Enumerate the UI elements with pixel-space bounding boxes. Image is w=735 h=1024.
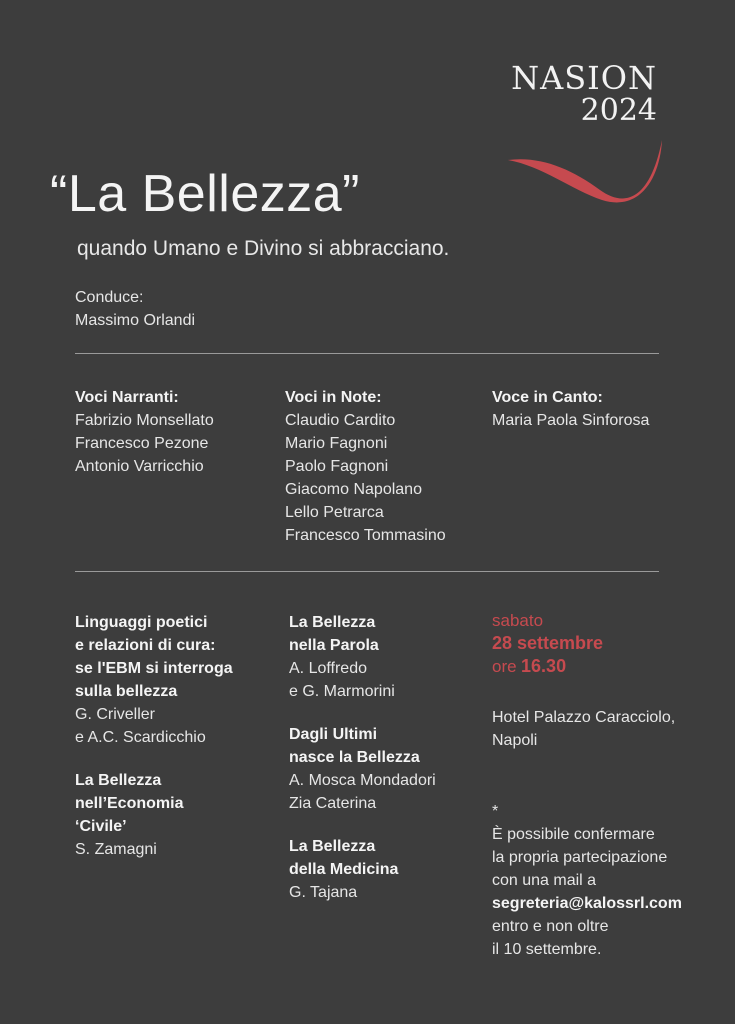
talk-title: nasce la Bellezza: [289, 749, 420, 766]
list-item: Claudio Cardito: [285, 412, 396, 429]
event-venue: [492, 706, 675, 752]
page-title: “La Bellezza”: [50, 165, 360, 223]
voce-in-canto-heading: Voce in Canto:: [492, 389, 603, 406]
note-line: con una mail a: [492, 872, 597, 889]
talk-author: e G. Marmorini: [289, 683, 395, 700]
list-item: Fabrizio Monsellato: [75, 412, 214, 429]
voce-in-canto: [492, 386, 649, 432]
talks-left: [75, 611, 233, 881]
brand-year: 2024: [580, 93, 657, 128]
swoosh-icon: [500, 138, 670, 218]
event-day: sabato: [492, 611, 544, 630]
list-item: Lello Petrarca: [285, 504, 384, 521]
talk-title: nell’Economia: [75, 795, 184, 812]
brand-name: NASION: [511, 59, 657, 97]
talk-item: [75, 769, 233, 861]
talk-author: S. Zamagni: [75, 841, 157, 858]
talk-author: G. Criveller: [75, 706, 156, 723]
talk-item: [289, 723, 436, 815]
talk-item: [289, 835, 436, 904]
talk-item: [75, 611, 233, 749]
brand-logo: [511, 59, 657, 128]
conduce-label: Conduce:: [75, 289, 144, 306]
voci-narranti: [75, 386, 214, 478]
divider: [75, 353, 659, 354]
talks-mid: [289, 611, 436, 924]
talk-title: La Bellezza: [289, 838, 376, 855]
list-item: Francesco Pezone: [75, 435, 209, 452]
note-line: È possibile confermare: [492, 826, 655, 843]
talk-title: della Medicina: [289, 861, 399, 878]
list-item: Maria Paola Sinforosa: [492, 412, 650, 429]
event-info: [492, 609, 603, 679]
event-time: [492, 655, 603, 679]
list-item: Francesco Tommasino: [285, 527, 446, 544]
note-line: entro e non oltre: [492, 918, 609, 935]
talk-title: ‘Civile’: [75, 818, 127, 835]
talk-author: Zia Caterina: [289, 795, 377, 812]
divider: [75, 571, 659, 572]
talk-title: e relazioni di cura:: [75, 637, 216, 654]
talk-author: A. Loffredo: [289, 660, 367, 677]
talk-title: nella Parola: [289, 637, 379, 654]
conduce-name: Massimo Orlandi: [75, 312, 196, 329]
talk-title: Linguaggi poetici: [75, 614, 208, 631]
note-line: il 10 settembre.: [492, 941, 602, 958]
venue-line: Hotel Palazzo Caracciolo,: [492, 709, 676, 726]
talk-title: sulla bellezza: [75, 683, 178, 700]
conduce-block: [75, 286, 195, 332]
list-item: Mario Fagnoni: [285, 435, 388, 452]
list-item: Paolo Fagnoni: [285, 458, 389, 475]
talk-author: G. Tajana: [289, 884, 358, 901]
note-line: la propria partecipazione: [492, 849, 668, 866]
venue-line: Napoli: [492, 732, 538, 749]
talk-title: Dagli Ultimi: [289, 726, 378, 743]
list-item: Antonio Varricchio: [75, 458, 204, 475]
event-date: 28 settembre: [492, 633, 604, 653]
voci-in-note: [285, 386, 446, 547]
talk-author: A. Mosca Mondadori: [289, 772, 436, 789]
voci-in-note-heading: Voci in Note:: [285, 389, 382, 406]
event-time-label: ore: [492, 657, 517, 676]
list-item: Giacomo Napolano: [285, 481, 422, 498]
voci-narranti-heading: Voci Narranti:: [75, 389, 179, 406]
talk-item: [289, 611, 436, 703]
talk-title: La Bellezza: [75, 772, 162, 789]
email-link[interactable]: segreteria@kalossrl.com: [492, 895, 682, 912]
rsvp-note: [492, 800, 682, 961]
event-time-value: 16.30: [521, 656, 567, 676]
talk-title: se l'EBM si interroga: [75, 660, 233, 677]
talk-title: La Bellezza: [289, 614, 376, 631]
page-subtitle: quando Umano e Divino si abbracciano.: [77, 237, 450, 260]
note-asterisk: *: [492, 803, 499, 820]
talk-author: e A.C. Scardicchio: [75, 729, 206, 746]
